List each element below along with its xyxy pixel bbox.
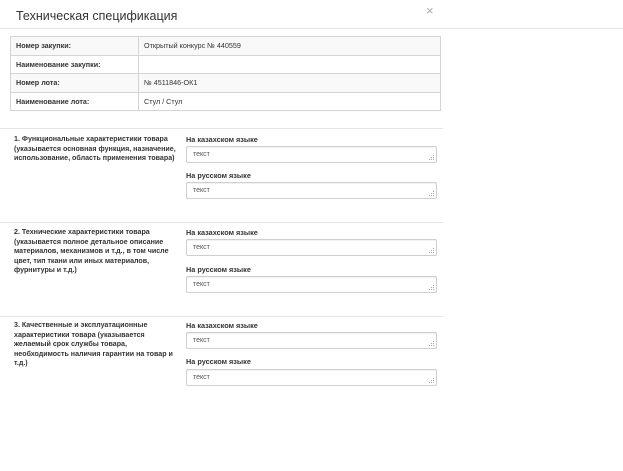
lot-name-label: Наименование лота: (11, 92, 139, 111)
technical-russian-textarea[interactable]: текст (186, 276, 437, 293)
resize-grip-icon[interactable] (429, 248, 435, 254)
resize-grip-icon[interactable] (429, 341, 435, 347)
quality-kazakh-textarea[interactable]: текст (186, 332, 437, 349)
functional-kazakh-textarea[interactable]: текст (186, 146, 437, 163)
modal-title: Техническая спецификация (16, 9, 178, 23)
procurement-number-value: Открытый конкурс № 440559 (139, 37, 441, 56)
resize-grip-icon[interactable] (429, 155, 435, 161)
header-divider (0, 28, 623, 29)
section-divider (0, 128, 443, 129)
section-divider (0, 316, 443, 317)
close-icon[interactable]: × (426, 3, 434, 18)
kazakh-language-label: На казахском языке (186, 135, 258, 144)
resize-grip-icon[interactable] (429, 191, 435, 197)
section-title: 3. Качественные и эксплуатационные характеристики товара (указывается желаемый срок службы товара, необходимость наличия гарантии на товар и т.д.) (14, 321, 173, 368)
resize-grip-icon[interactable] (429, 378, 435, 384)
procurement-number-label: Номер закупки: (11, 37, 139, 56)
procurement-name-value (139, 55, 441, 74)
functional-russian-textarea[interactable]: текст (186, 182, 437, 199)
resize-grip-icon[interactable] (429, 285, 435, 291)
section-divider (0, 222, 443, 223)
procurement-name-label: Наименование закупки: (11, 55, 139, 74)
lot-name-value: Стул / Стул (139, 92, 441, 111)
table-row (11, 37, 441, 56)
section-title: 2. Технические характеристики товара (указывается полное детальное описание материалов, механизмов и т.д., в том числе цвет, тип ткани или иных материалов, фурнитуры и т.д.) (14, 228, 169, 275)
kazakh-language-label: На казахском языке (186, 321, 258, 330)
russian-language-label: На русском языке (186, 357, 251, 366)
table-row (11, 92, 441, 111)
lot-number-value: № 4511846-ОК1 (139, 74, 441, 93)
technical-kazakh-textarea[interactable]: текст (186, 239, 437, 256)
russian-language-label: На русском языке (186, 171, 251, 180)
quality-russian-textarea[interactable]: текст (186, 369, 437, 386)
procurement-info-table (10, 36, 441, 111)
lot-number-label: Номер лота: (11, 74, 139, 93)
table-row (11, 74, 441, 93)
section-title: 1. Функциональные характеристики товара (указывается основная функция, назначение, использование, область применения товара) (14, 135, 176, 163)
table-row (11, 55, 441, 74)
russian-language-label: На русском языке (186, 265, 251, 274)
kazakh-language-label: На казахском языке (186, 228, 258, 237)
